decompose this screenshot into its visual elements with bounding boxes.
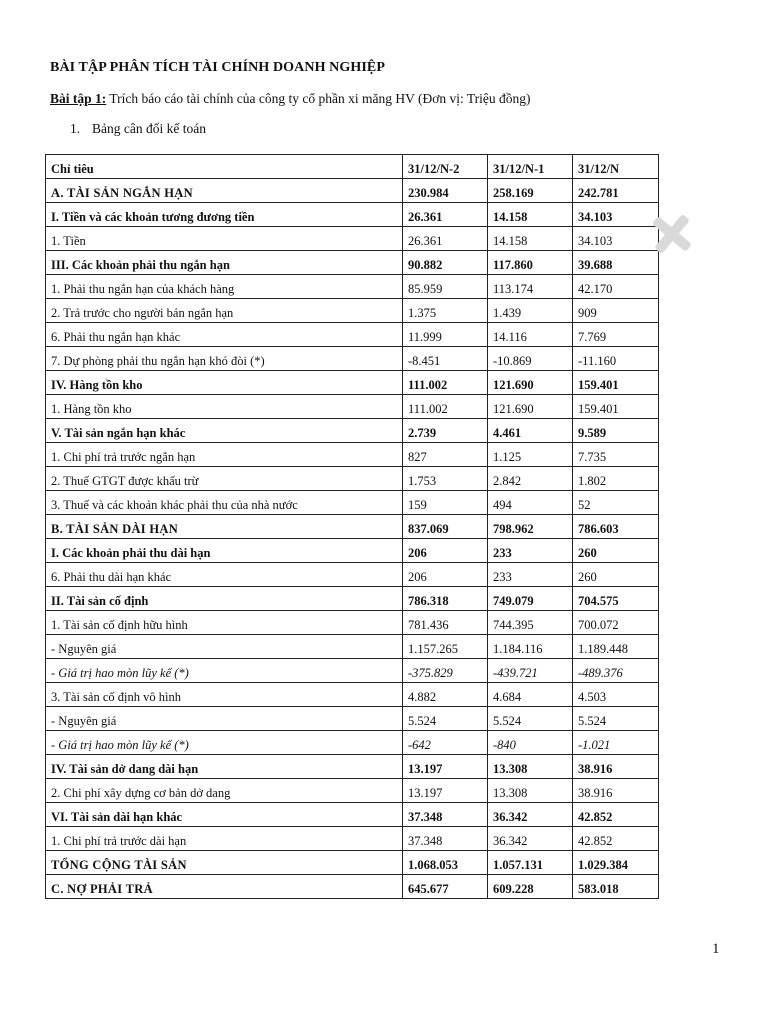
- row-value-n-1: 233: [488, 563, 573, 587]
- table-row: [46, 179, 659, 203]
- table-row: [46, 491, 659, 515]
- row-label: - Nguyên giá: [46, 635, 403, 659]
- row-label: V. Tài sản ngắn hạn khác: [46, 419, 403, 443]
- row-value-n-2: 827: [403, 443, 488, 467]
- row-value-n-2: 837.069: [403, 515, 488, 539]
- row-value-n-2: 645.677: [403, 875, 488, 899]
- row-label: I. Tiền và các khoản tương đương tiền: [46, 203, 403, 227]
- row-value-n-2: 26.361: [403, 203, 488, 227]
- row-value-n: 52: [573, 491, 659, 515]
- table-row: [46, 347, 659, 371]
- page-number: 1: [712, 941, 720, 957]
- section-title: Bảng cân đối kế toán: [92, 121, 206, 136]
- row-value-n-2: 159: [403, 491, 488, 515]
- exercise-text: Trích báo cáo tài chính của công ty cổ phần xi măng HV (Đơn vị: Triệu đồng): [106, 91, 531, 106]
- row-value-n-2: 206: [403, 539, 488, 563]
- row-label: II. Tài sản cố định: [46, 587, 403, 611]
- row-value-n: 260: [573, 539, 659, 563]
- row-value-n-2: 1.068.053: [403, 851, 488, 875]
- row-value-n-2: 13.197: [403, 755, 488, 779]
- table-row: [46, 587, 659, 611]
- row-value-n-1: 1.439: [488, 299, 573, 323]
- row-label: 6. Phải thu ngắn hạn khác: [46, 323, 403, 347]
- row-label: 1. Tiền: [46, 227, 403, 251]
- row-value-n: 42.170: [573, 275, 659, 299]
- row-label: - Nguyên giá: [46, 707, 403, 731]
- table-row: [46, 227, 659, 251]
- row-label: B. TÀI SẢN DÀI HẠN: [46, 515, 403, 539]
- row-label: III. Các khoản phải thu ngắn hạn: [46, 251, 403, 275]
- section-heading: [70, 121, 206, 137]
- table-row: [46, 659, 659, 683]
- row-value-n-1: 36.342: [488, 827, 573, 851]
- row-value-n: 159.401: [573, 395, 659, 419]
- row-label: 6. Phải thu dài hạn khác: [46, 563, 403, 587]
- row-value-n: 9.589: [573, 419, 659, 443]
- row-value-n-2: 206: [403, 563, 488, 587]
- row-label: 1. Chi phí trả trước dài hạn: [46, 827, 403, 851]
- header-indicator: Chỉ tiêu: [46, 155, 403, 179]
- section-number: 1.: [70, 121, 81, 136]
- row-value-n-1: 494: [488, 491, 573, 515]
- document-title: BÀI TẬP PHÂN TÍCH TÀI CHÍNH DOANH NGHIỆP: [50, 60, 385, 75]
- table-row: [46, 395, 659, 419]
- row-value-n-1: -439.721: [488, 659, 573, 683]
- row-value-n-1: 233: [488, 539, 573, 563]
- plus-icon: [648, 210, 696, 258]
- row-value-n-1: 4.684: [488, 683, 573, 707]
- row-value-n-1: 36.342: [488, 803, 573, 827]
- row-value-n: 1.802: [573, 467, 659, 491]
- exercise-label: Bài tập 1:: [50, 91, 107, 106]
- row-label: I. Các khoản phải thu dài hạn: [46, 539, 403, 563]
- row-label: 7. Dự phòng phải thu ngắn hạn khó đòi (*): [46, 347, 403, 371]
- row-label: 2. Trả trước cho người bán ngắn hạn: [46, 299, 403, 323]
- row-value-n-1: -840: [488, 731, 573, 755]
- row-value-n-1: 13.308: [488, 755, 573, 779]
- table-row: [46, 203, 659, 227]
- row-value-n-2: 11.999: [403, 323, 488, 347]
- row-value-n-1: -10.869: [488, 347, 573, 371]
- balance-sheet-table: [45, 154, 659, 899]
- row-label: 2. Thuế GTGT được khấu trừ: [46, 467, 403, 491]
- row-value-n-1: 121.690: [488, 395, 573, 419]
- header-year-n: 31/12/N: [573, 155, 659, 179]
- row-value-n: -1.021: [573, 731, 659, 755]
- row-value-n-2: 37.348: [403, 803, 488, 827]
- header-year-n-1: 31/12/N-1: [488, 155, 573, 179]
- table-row: [46, 851, 659, 875]
- row-value-n-1: 14.116: [488, 323, 573, 347]
- row-label: VI. Tài sản dài hạn khác: [46, 803, 403, 827]
- row-label: 2. Chi phí xây dựng cơ bản dở dang: [46, 779, 403, 803]
- row-value-n-1: 609.228: [488, 875, 573, 899]
- row-value-n: 1.029.384: [573, 851, 659, 875]
- row-value-n: 704.575: [573, 587, 659, 611]
- row-label: 1. Chi phí trả trước ngắn hạn: [46, 443, 403, 467]
- row-value-n-1: 749.079: [488, 587, 573, 611]
- row-value-n: -489.376: [573, 659, 659, 683]
- row-value-n-1: 1.184.116: [488, 635, 573, 659]
- table-row: [46, 683, 659, 707]
- table-row: [46, 467, 659, 491]
- row-label: C. NỢ PHẢI TRẢ: [46, 875, 403, 899]
- row-value-n-1: 744.395: [488, 611, 573, 635]
- table-row: [46, 635, 659, 659]
- row-label: A. TÀI SẢN NGẮN HẠN: [46, 179, 403, 203]
- row-value-n-2: 230.984: [403, 179, 488, 203]
- row-value-n: 34.103: [573, 227, 659, 251]
- row-value-n-2: 786.318: [403, 587, 488, 611]
- row-value-n-1: 117.860: [488, 251, 573, 275]
- row-value-n-2: 85.959: [403, 275, 488, 299]
- row-value-n-2: 2.739: [403, 419, 488, 443]
- table-row: [46, 875, 659, 899]
- table-row: [46, 707, 659, 731]
- row-value-n: 4.503: [573, 683, 659, 707]
- row-value-n-2: 5.524: [403, 707, 488, 731]
- row-value-n: 260: [573, 563, 659, 587]
- row-value-n-1: 2.842: [488, 467, 573, 491]
- row-value-n-2: 111.002: [403, 371, 488, 395]
- row-value-n: 5.524: [573, 707, 659, 731]
- row-value-n-1: 14.158: [488, 227, 573, 251]
- row-value-n-2: 781.436: [403, 611, 488, 635]
- row-value-n-2: 1.157.265: [403, 635, 488, 659]
- table-row: [46, 731, 659, 755]
- table-row: [46, 755, 659, 779]
- row-label: IV. Hàng tồn kho: [46, 371, 403, 395]
- row-value-n-2: -8.451: [403, 347, 488, 371]
- row-value-n-2: 37.348: [403, 827, 488, 851]
- row-value-n-2: 1.753: [403, 467, 488, 491]
- row-value-n-1: 258.169: [488, 179, 573, 203]
- table-row: [46, 275, 659, 299]
- row-value-n: 786.603: [573, 515, 659, 539]
- row-label: 1. Tài sản cố định hữu hình: [46, 611, 403, 635]
- row-value-n: 700.072: [573, 611, 659, 635]
- row-value-n: 39.688: [573, 251, 659, 275]
- row-value-n-2: 13.197: [403, 779, 488, 803]
- table-row: [46, 779, 659, 803]
- row-label: 1. Phải thu ngắn hạn của khách hàng: [46, 275, 403, 299]
- row-value-n-1: 4.461: [488, 419, 573, 443]
- row-value-n: 42.852: [573, 803, 659, 827]
- table-row: [46, 515, 659, 539]
- row-value-n-2: 111.002: [403, 395, 488, 419]
- row-value-n-2: 90.882: [403, 251, 488, 275]
- row-value-n: 909: [573, 299, 659, 323]
- table-row: [46, 539, 659, 563]
- table-header-row: [46, 155, 659, 179]
- row-label: 3. Tài sản cố định vô hình: [46, 683, 403, 707]
- table-row: [46, 419, 659, 443]
- row-value-n-2: 1.375: [403, 299, 488, 323]
- header-year-n-2: 31/12/N-2: [403, 155, 488, 179]
- row-value-n: 159.401: [573, 371, 659, 395]
- row-value-n-2: 4.882: [403, 683, 488, 707]
- row-value-n: 7.735: [573, 443, 659, 467]
- row-value-n-1: 5.524: [488, 707, 573, 731]
- table-row: [46, 299, 659, 323]
- table-row: [46, 251, 659, 275]
- exercise-heading: [50, 91, 530, 107]
- table-row: [46, 611, 659, 635]
- table-row: [46, 803, 659, 827]
- table-row: [46, 323, 659, 347]
- row-value-n: 583.018: [573, 875, 659, 899]
- row-value-n: 38.916: [573, 779, 659, 803]
- table-row: [46, 563, 659, 587]
- row-value-n-2: -642: [403, 731, 488, 755]
- table-row: [46, 443, 659, 467]
- row-value-n: 1.189.448: [573, 635, 659, 659]
- row-value-n-2: -375.829: [403, 659, 488, 683]
- row-value-n: -11.160: [573, 347, 659, 371]
- row-label: - Giá trị hao mòn lũy kế (*): [46, 731, 403, 755]
- row-value-n: 7.769: [573, 323, 659, 347]
- row-value-n: 34.103: [573, 203, 659, 227]
- row-label: - Giá trị hao mòn lũy kế (*): [46, 659, 403, 683]
- row-value-n-2: 26.361: [403, 227, 488, 251]
- row-label: 3. Thuế và các khoản khác phải thu của nhà nước: [46, 491, 403, 515]
- row-value-n-1: 121.690: [488, 371, 573, 395]
- row-label: TỔNG CỘNG TÀI SẢN: [46, 851, 403, 875]
- row-value-n-1: 1.057.131: [488, 851, 573, 875]
- row-value-n: 242.781: [573, 179, 659, 203]
- row-value-n: 38.916: [573, 755, 659, 779]
- row-label: 1. Hàng tồn kho: [46, 395, 403, 419]
- row-label: IV. Tài sản dở dang dài hạn: [46, 755, 403, 779]
- row-value-n-1: 798.962: [488, 515, 573, 539]
- row-value-n-1: 14.158: [488, 203, 573, 227]
- row-value-n-1: 13.308: [488, 779, 573, 803]
- table-row: [46, 371, 659, 395]
- row-value-n-1: 1.125: [488, 443, 573, 467]
- row-value-n-1: 113.174: [488, 275, 573, 299]
- table-row: [46, 827, 659, 851]
- row-value-n: 42.852: [573, 827, 659, 851]
